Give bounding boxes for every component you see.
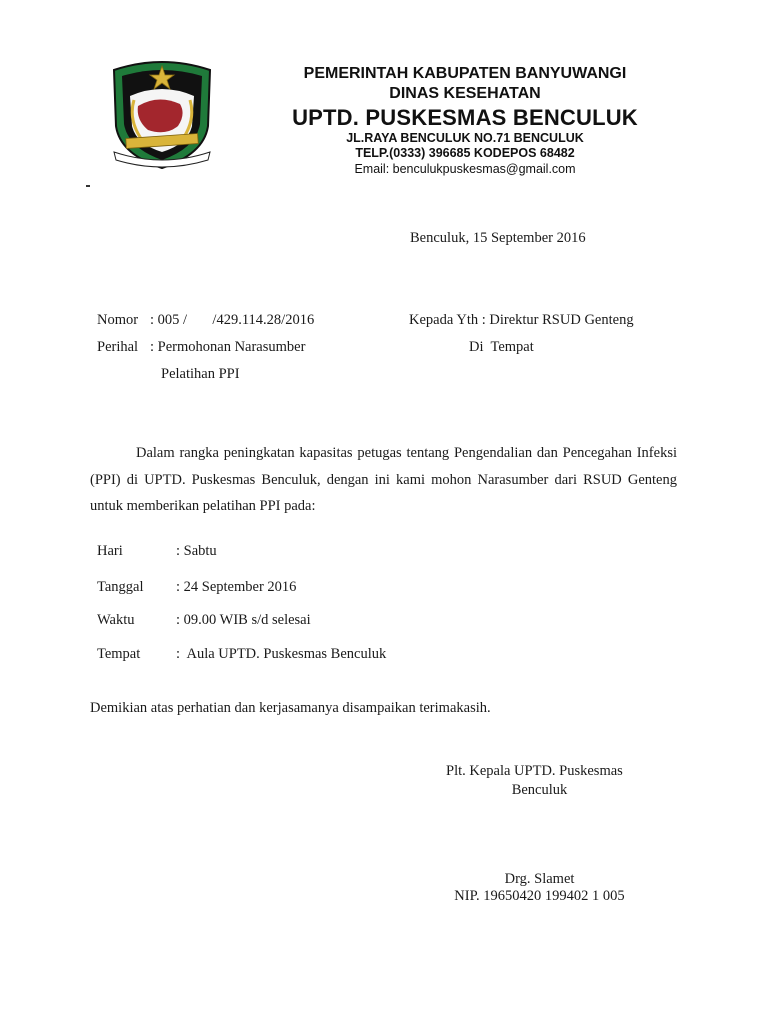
- signatory-title: Plt. Kepala UPTD. Puskesmas: [446, 763, 623, 779]
- closing-sentence: Demikian atas perhatian dan kerjasamanya disampaikan terimakasih.: [90, 700, 491, 716]
- letter-date: Benculuk, 15 September 2016: [410, 230, 586, 246]
- detail-value-hari: : Sabtu: [176, 543, 217, 559]
- government-name: PEMERINTAH KABUPATEN BANYUWANGI: [303, 65, 627, 82]
- perihal-value: : Permohonan Narasumber: [150, 339, 306, 355]
- detail-label-waktu: Waktu: [97, 612, 135, 628]
- phone-line: TELP.(0333) 396685 KODEPOS 68482: [355, 146, 575, 160]
- department-name: DINAS KESEHATAN: [389, 85, 541, 102]
- detail-value-waktu: : 09.00 WIB s/d selesai: [176, 612, 311, 628]
- address-line: JL.RAYA BENCULUK NO.71 BENCULUK: [346, 131, 584, 145]
- detail-value-tanggal: : 24 September 2016: [176, 579, 297, 595]
- body-paragraph: [90, 440, 677, 520]
- detail-label-hari: Hari: [97, 543, 123, 559]
- signatory-title-continued: Benculuk: [511, 782, 568, 798]
- nomor-label: Nomor: [97, 312, 139, 328]
- signatory-name: Drg. Slamet: [504, 871, 575, 887]
- regency-logo: [108, 56, 216, 172]
- email-line: Email: benculukpuskesmas@gmail.com: [354, 162, 576, 176]
- detail-label-tempat: Tempat: [97, 646, 141, 662]
- signatory-nip: NIP. 19650420 199402 1 005: [454, 888, 625, 904]
- body-paragraph-text: Dalam rangka peningkatan kapasitas petugas tentang Pengendalian dan Pencegahan Infeksi (PPI) di UPTD. Puskesmas Benculuk, dengan ini kami mohon Narasumber dari RSUD Genteng untuk memberikan pelatihan PPI pada:: [90, 445, 677, 514]
- regency-emblem-icon: [108, 56, 216, 172]
- institution-name: UPTD. PUSKESMAS BENCULUK: [292, 105, 638, 130]
- recipient-line: Kepada Yth : Direktur RSUD Genteng: [409, 312, 634, 328]
- stray-mark: [86, 185, 90, 187]
- nomor-value: : 005 / /429.114.28/2016: [150, 312, 315, 328]
- detail-value-tempat: : Aula UPTD. Puskesmas Benculuk: [176, 646, 387, 662]
- recipient-place: Di Tempat: [469, 339, 534, 355]
- perihal-label: Perihal: [97, 339, 139, 355]
- detail-label-tanggal: Tanggal: [97, 579, 144, 595]
- perihal-value-continued: Pelatihan PPI: [161, 366, 240, 382]
